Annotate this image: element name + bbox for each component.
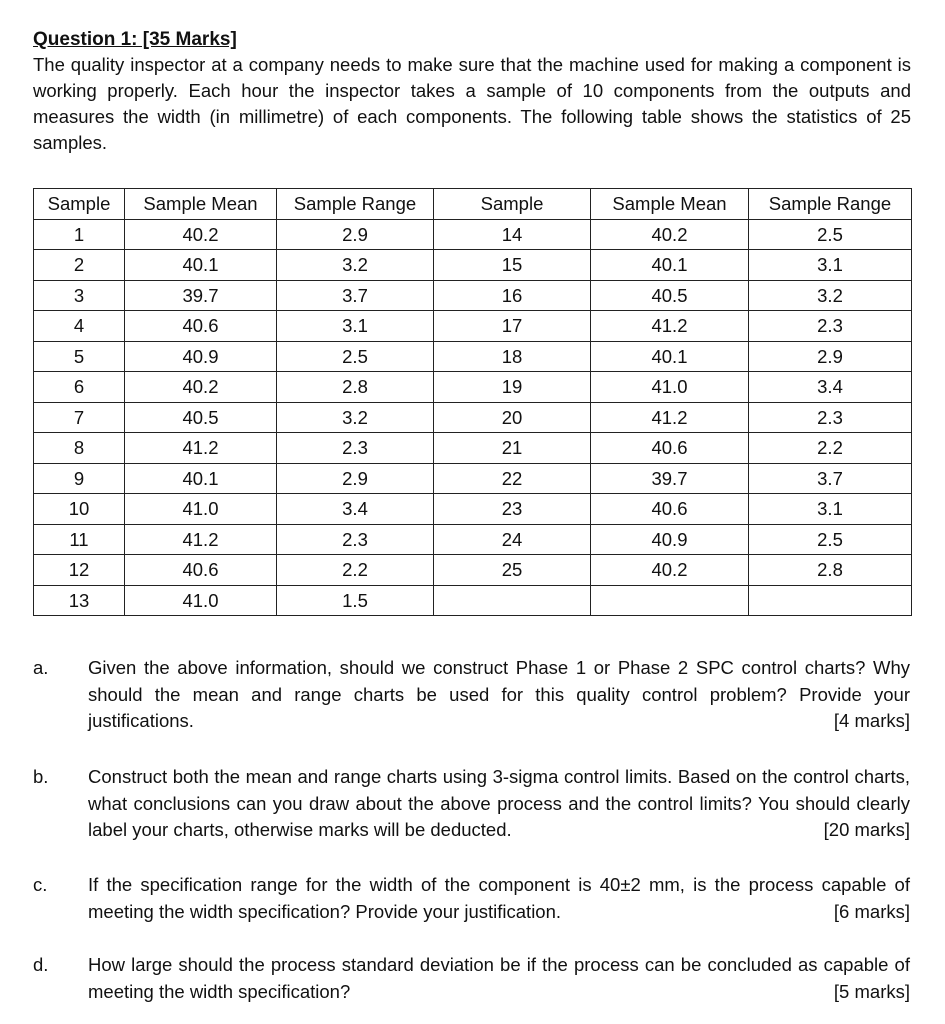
question-intro: The quality inspector at a company needs to make sure that the machine used for making a component is working properly. Each hour the inspector takes a sample of 10 components from the outputs and measures the width (in millimetre) of each components. The following table shows the statistics of 25 samples. xyxy=(33,54,911,153)
cell-sample-range: 2.5 xyxy=(749,219,912,250)
cell-sample-range: 2.8 xyxy=(277,372,434,403)
part-body xyxy=(88,952,910,1005)
cell-sample-range: 3.2 xyxy=(277,250,434,281)
cell-sample: 25 xyxy=(434,555,591,586)
part-marks: [5 marks] xyxy=(833,980,910,1002)
cell-sample-range: 2.2 xyxy=(749,433,912,464)
cell-sample-range: 2.5 xyxy=(749,524,912,555)
table-row xyxy=(34,494,912,525)
part-letter: a. xyxy=(33,657,49,678)
cell-sample-range: 2.3 xyxy=(277,524,434,555)
cell-sample: 15 xyxy=(434,250,591,281)
cell-sample-range: 3.1 xyxy=(277,311,434,342)
header-sample-mean-2: Sample Mean xyxy=(591,189,749,220)
cell-sample-mean: 40.1 xyxy=(125,463,277,494)
cell-sample-mean: 41.2 xyxy=(591,311,749,342)
table-row xyxy=(34,463,912,494)
question-page xyxy=(33,28,911,1002)
cell-sample-range: 2.3 xyxy=(749,402,912,433)
part-body xyxy=(88,764,910,844)
table-row xyxy=(34,555,912,586)
cell-sample-mean: 39.7 xyxy=(125,280,277,311)
cell-sample: 4 xyxy=(34,311,125,342)
part-text: How large should the process standard deviation be if the process can be concluded as capable of meeting the width specification? xyxy=(88,954,910,1002)
cell-sample-range xyxy=(749,585,912,616)
table-row xyxy=(34,402,912,433)
cell-sample-mean: 40.5 xyxy=(125,402,277,433)
cell-sample-mean: 40.6 xyxy=(125,311,277,342)
table-body xyxy=(34,219,912,616)
cell-sample-mean: 40.9 xyxy=(125,341,277,372)
cell-sample-mean: 40.1 xyxy=(125,250,277,281)
cell-sample-mean: 40.9 xyxy=(591,524,749,555)
cell-sample-mean: 41.0 xyxy=(125,585,277,616)
sample-statistics-table xyxy=(33,188,912,616)
cell-sample: 19 xyxy=(434,372,591,403)
table-row xyxy=(34,341,912,372)
cell-sample-mean: 41.2 xyxy=(591,402,749,433)
part-body xyxy=(88,655,910,735)
cell-sample-mean: 41.2 xyxy=(125,433,277,464)
part-letter: b. xyxy=(33,766,49,787)
part-marks: [20 marks] xyxy=(823,819,910,840)
cell-sample: 6 xyxy=(34,372,125,403)
cell-sample: 5 xyxy=(34,341,125,372)
cell-sample-mean xyxy=(591,585,749,616)
cell-sample-range: 3.7 xyxy=(277,280,434,311)
cell-sample: 16 xyxy=(434,280,591,311)
part-text: If the specification range for the width of the component is 40±2 mm, is the process capable of meeting the width specification? Provide your justification. xyxy=(88,874,910,922)
part-body xyxy=(88,872,910,925)
table-row xyxy=(34,280,912,311)
cell-sample-range: 2.5 xyxy=(277,341,434,372)
cell-sample-mean: 40.6 xyxy=(591,433,749,464)
cell-sample-range: 2.3 xyxy=(277,433,434,464)
cell-sample-range: 3.2 xyxy=(749,280,912,311)
part-letter: d. xyxy=(33,954,49,975)
part-text: Given the above information, should we construct Phase 1 or Phase 2 SPC control charts? Why should the mean and range charts be used for this quality control problem? Provide your justifications. xyxy=(88,657,910,731)
cell-sample: 14 xyxy=(434,219,591,250)
cell-sample-range: 2.8 xyxy=(749,555,912,586)
cell-sample-mean: 40.2 xyxy=(125,219,277,250)
cell-sample-range: 2.3 xyxy=(749,311,912,342)
header-sample-range-2: Sample Range xyxy=(749,189,912,220)
cell-sample-mean: 41.0 xyxy=(591,372,749,403)
cell-sample: 1 xyxy=(34,219,125,250)
cell-sample: 12 xyxy=(34,555,125,586)
cell-sample-range: 3.7 xyxy=(749,463,912,494)
table-row xyxy=(34,524,912,555)
cell-sample xyxy=(434,585,591,616)
cell-sample-mean: 40.6 xyxy=(591,494,749,525)
cell-sample-mean: 40.2 xyxy=(125,372,277,403)
cell-sample-range: 2.9 xyxy=(277,219,434,250)
cell-sample: 22 xyxy=(434,463,591,494)
cell-sample: 21 xyxy=(434,433,591,464)
cell-sample: 13 xyxy=(34,585,125,616)
table-row xyxy=(34,372,912,403)
cell-sample: 7 xyxy=(34,402,125,433)
cell-sample-mean: 41.2 xyxy=(125,524,277,555)
cell-sample-range: 3.1 xyxy=(749,250,912,281)
cell-sample-range: 3.1 xyxy=(749,494,912,525)
question-title: Question 1: [35 Marks] xyxy=(33,29,237,50)
cell-sample-range: 3.4 xyxy=(277,494,434,525)
header-sample-1: Sample xyxy=(34,189,125,220)
cell-sample-mean: 41.0 xyxy=(125,494,277,525)
cell-sample: 10 xyxy=(34,494,125,525)
header-sample-mean-1: Sample Mean xyxy=(125,189,277,220)
cell-sample: 23 xyxy=(434,494,591,525)
table-row xyxy=(34,585,912,616)
cell-sample-mean: 39.7 xyxy=(591,463,749,494)
table-row xyxy=(34,311,912,342)
cell-sample-mean: 40.5 xyxy=(591,280,749,311)
part-letter: c. xyxy=(33,874,48,895)
table-row xyxy=(34,433,912,464)
cell-sample-mean: 40.2 xyxy=(591,555,749,586)
table-header-row xyxy=(34,189,912,220)
header-sample-2: Sample xyxy=(434,189,591,220)
part-text: Construct both the mean and range charts using 3-sigma control limits. Based on the control charts, what conclusions can you draw about the above process and the control limits? You should clearly label your charts, otherwise marks will be deducted. xyxy=(88,766,910,840)
cell-sample-range: 2.2 xyxy=(277,555,434,586)
cell-sample: 3 xyxy=(34,280,125,311)
part-marks: [6 marks] xyxy=(833,900,910,922)
cell-sample: 9 xyxy=(34,463,125,494)
cell-sample-mean: 40.6 xyxy=(125,555,277,586)
cell-sample-mean: 40.2 xyxy=(591,219,749,250)
cell-sample-mean: 40.1 xyxy=(591,341,749,372)
part-marks: [4 marks] xyxy=(833,710,910,731)
cell-sample: 8 xyxy=(34,433,125,464)
table-row xyxy=(34,219,912,250)
header-sample-range-1: Sample Range xyxy=(277,189,434,220)
cell-sample: 11 xyxy=(34,524,125,555)
cell-sample-range: 1.5 xyxy=(277,585,434,616)
cell-sample: 20 xyxy=(434,402,591,433)
cell-sample-range: 3.2 xyxy=(277,402,434,433)
cell-sample: 24 xyxy=(434,524,591,555)
cell-sample: 2 xyxy=(34,250,125,281)
cell-sample: 17 xyxy=(434,311,591,342)
cell-sample-range: 2.9 xyxy=(277,463,434,494)
cell-sample-range: 2.9 xyxy=(749,341,912,372)
table-row xyxy=(34,250,912,281)
cell-sample-range: 3.4 xyxy=(749,372,912,403)
cell-sample-mean: 40.1 xyxy=(591,250,749,281)
cell-sample: 18 xyxy=(434,341,591,372)
